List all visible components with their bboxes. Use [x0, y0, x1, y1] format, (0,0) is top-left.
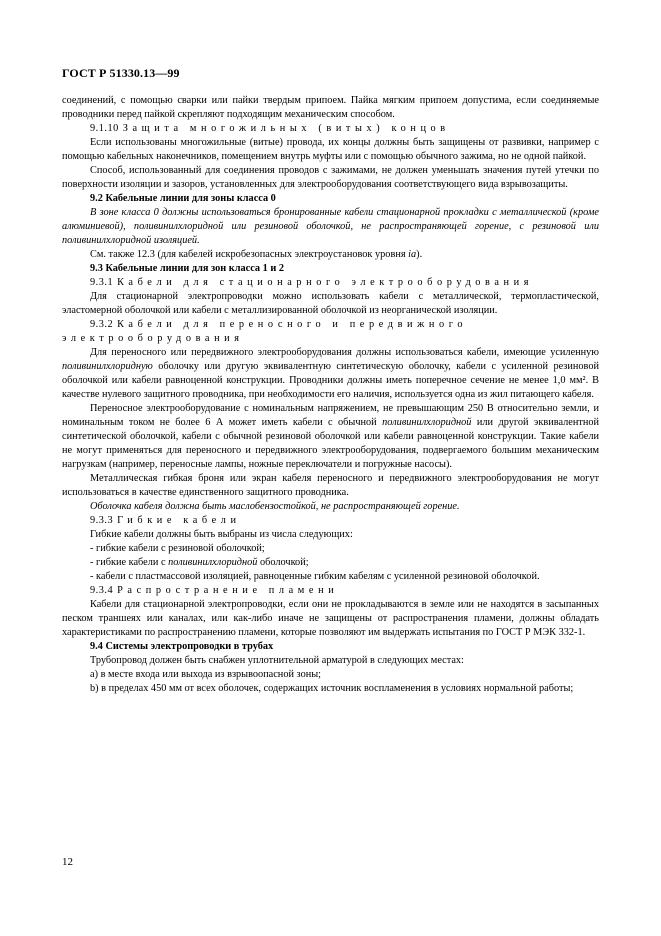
section-title: Защита многожильных (витых) концов	[122, 123, 450, 134]
section-title: Кабели для переносного и передвижного электрооборудования	[62, 319, 468, 344]
text-italic: поливинилхлоридной	[168, 557, 258, 568]
section-heading-9-2: 9.2 Кабельные линии для зоны класса 0	[90, 193, 276, 204]
paragraph	[62, 346, 599, 402]
section-heading-9-3-3	[62, 514, 599, 528]
section-heading-9-4: 9.4 Системы электропроводки в трубах	[90, 641, 274, 652]
section-title: Распространение пламени	[117, 585, 339, 596]
text-italic: ia	[408, 249, 417, 260]
section-heading-9-3-4	[62, 584, 599, 598]
paragraph: Металлическая гибкая броня или экран кабеля переносного и передвижного электрооборудования не могут использоваться в качестве единственного защитного проводника.	[62, 473, 599, 498]
text: или другой эквивалентной синтетической оболочкой, кабели с обычной резиновой оболочкой или кабели равноценной конструкции. Такие кабели не могут применяться для переносного и передвижного электрооборудования, подвергаемого большим механическим нагрузкам (например, переносные лампы, ножные переключатели и погружные насосы).	[62, 417, 600, 470]
section-title: Кабели для стационарного электрооборудования	[117, 277, 534, 288]
paragraph: Способ, использованный для соединения проводов с зажимами, не должен уменьшать значения путей утечки по поверхности изоляции и зазоров, установленных для электрооборудования соответствующего вида взрывозащиты.	[62, 165, 599, 190]
list-item: - кабели с пластмассовой изоляцией, равноценные гибким кабелям с усиленной резиновой оболочкой.	[90, 571, 540, 582]
paragraph: Для стационарной электропроводки можно использовать кабели с металлической, термопластической, эластомерной оболочкой или кабели с металлизированной оболочкой из неорганической изоляции.	[62, 291, 599, 316]
paragraph-italic: В зоне класса 0 должны использоваться бронированные кабели стационарной прокладки с металлической (кроме алюминиевой), поливинилхлоридной или резиновой оболочкой, не распространяющей горение, с резиновой или поливинилхлоридной изоляцией.	[62, 207, 599, 246]
section-heading-9-3: 9.3 Кабельные линии для зон класса 1 и 2	[90, 263, 285, 274]
section-number: 9.3.3	[90, 515, 114, 526]
section-number: 9.3.1	[90, 277, 114, 288]
text: ).	[416, 249, 423, 260]
paragraph: Трубопровод должен быть снабжен уплотнительной арматурой в следующих местах:	[90, 655, 464, 666]
text: Для переносного или передвижного электрооборудования должны использоваться кабели, имеющие усиленную	[90, 347, 599, 358]
paragraph-italic: Оболочка кабеля должна быть маслобензостойкой, не распространяющей горение.	[90, 501, 460, 512]
text-italic: поливинилхлоридную	[62, 361, 153, 372]
paragraph: Если использованы многожильные (витые) провода, их концы должны быть защищены от развивки, например с помощью кабельных наконечников, помещением внутрь муфты или с помощью обычного зажима, но не одной пайкой.	[62, 137, 599, 162]
paragraph	[62, 402, 599, 472]
document-header: ГОСТ Р 51330.13—99	[62, 66, 180, 80]
section-heading-9-3-1	[62, 276, 599, 290]
list-item	[62, 556, 599, 570]
section-number: 9.3.2	[90, 319, 114, 330]
text: оболочкой;	[257, 557, 309, 568]
section-heading-9-3-2	[62, 318, 599, 346]
text: См. также 12.3 (для кабелей искробезопасных электроустановок уровня	[90, 249, 409, 260]
list-item: - гибкие кабели с резиновой оболочкой;	[90, 543, 265, 554]
document-body	[62, 94, 599, 696]
text-italic: поливинилхлоридной	[382, 417, 472, 428]
section-title: Гибкие кабели	[117, 515, 241, 526]
paragraph: соединений, с помощью сварки или пайки твердым припоем. Пайка мягким припоем допустима, если соединяемые проводники перед пайкой скрепляют подходящим механическим способом.	[62, 95, 599, 120]
paragraph: Кабели для стационарной электропроводки, если они не прокладываются в земле или не находятся в засыпанных песком траншеях или каналах, или как-либо иначе не защищены от распространения пламени, должны обладать характеристиками по распространению пламени, которые позволяют им выдержать испытания по ГОСТ Р МЭК 332-1.	[62, 599, 599, 638]
paragraph	[62, 248, 599, 262]
text: Переносное электрооборудование с номинальным напряжением, не превышающим 250 В относительно земли, и номинальным током не более 6 А может иметь кабели с обычной	[62, 403, 599, 428]
section-number: 9.1.10	[90, 123, 119, 134]
page-number: 12	[62, 856, 73, 868]
section-number: 9.3.4	[90, 585, 114, 596]
text: оболочку или другую эквивалентную синтетическую оболочку, кабели с усиленной резиновой оболочкой или кабели равноценной конструкции. Проводники должны иметь поперечное сечение не менее 1,0 мм². В качестве нулевого защитного проводника, при необходимости его наличия, используется одна из жил питающего кабеля.	[62, 361, 599, 400]
list-item: а) в месте входа или выхода из взрывоопасной зоны;	[90, 669, 322, 680]
text: - гибкие кабели с	[90, 557, 169, 568]
paragraph: Гибкие кабели должны быть выбраны из числа следующих:	[90, 529, 353, 540]
section-heading-9-1-10	[62, 122, 599, 136]
list-item: b) в пределах 450 мм от всех оболочек, содержащих источник воспламенения в условиях нормальной работы;	[90, 683, 574, 694]
